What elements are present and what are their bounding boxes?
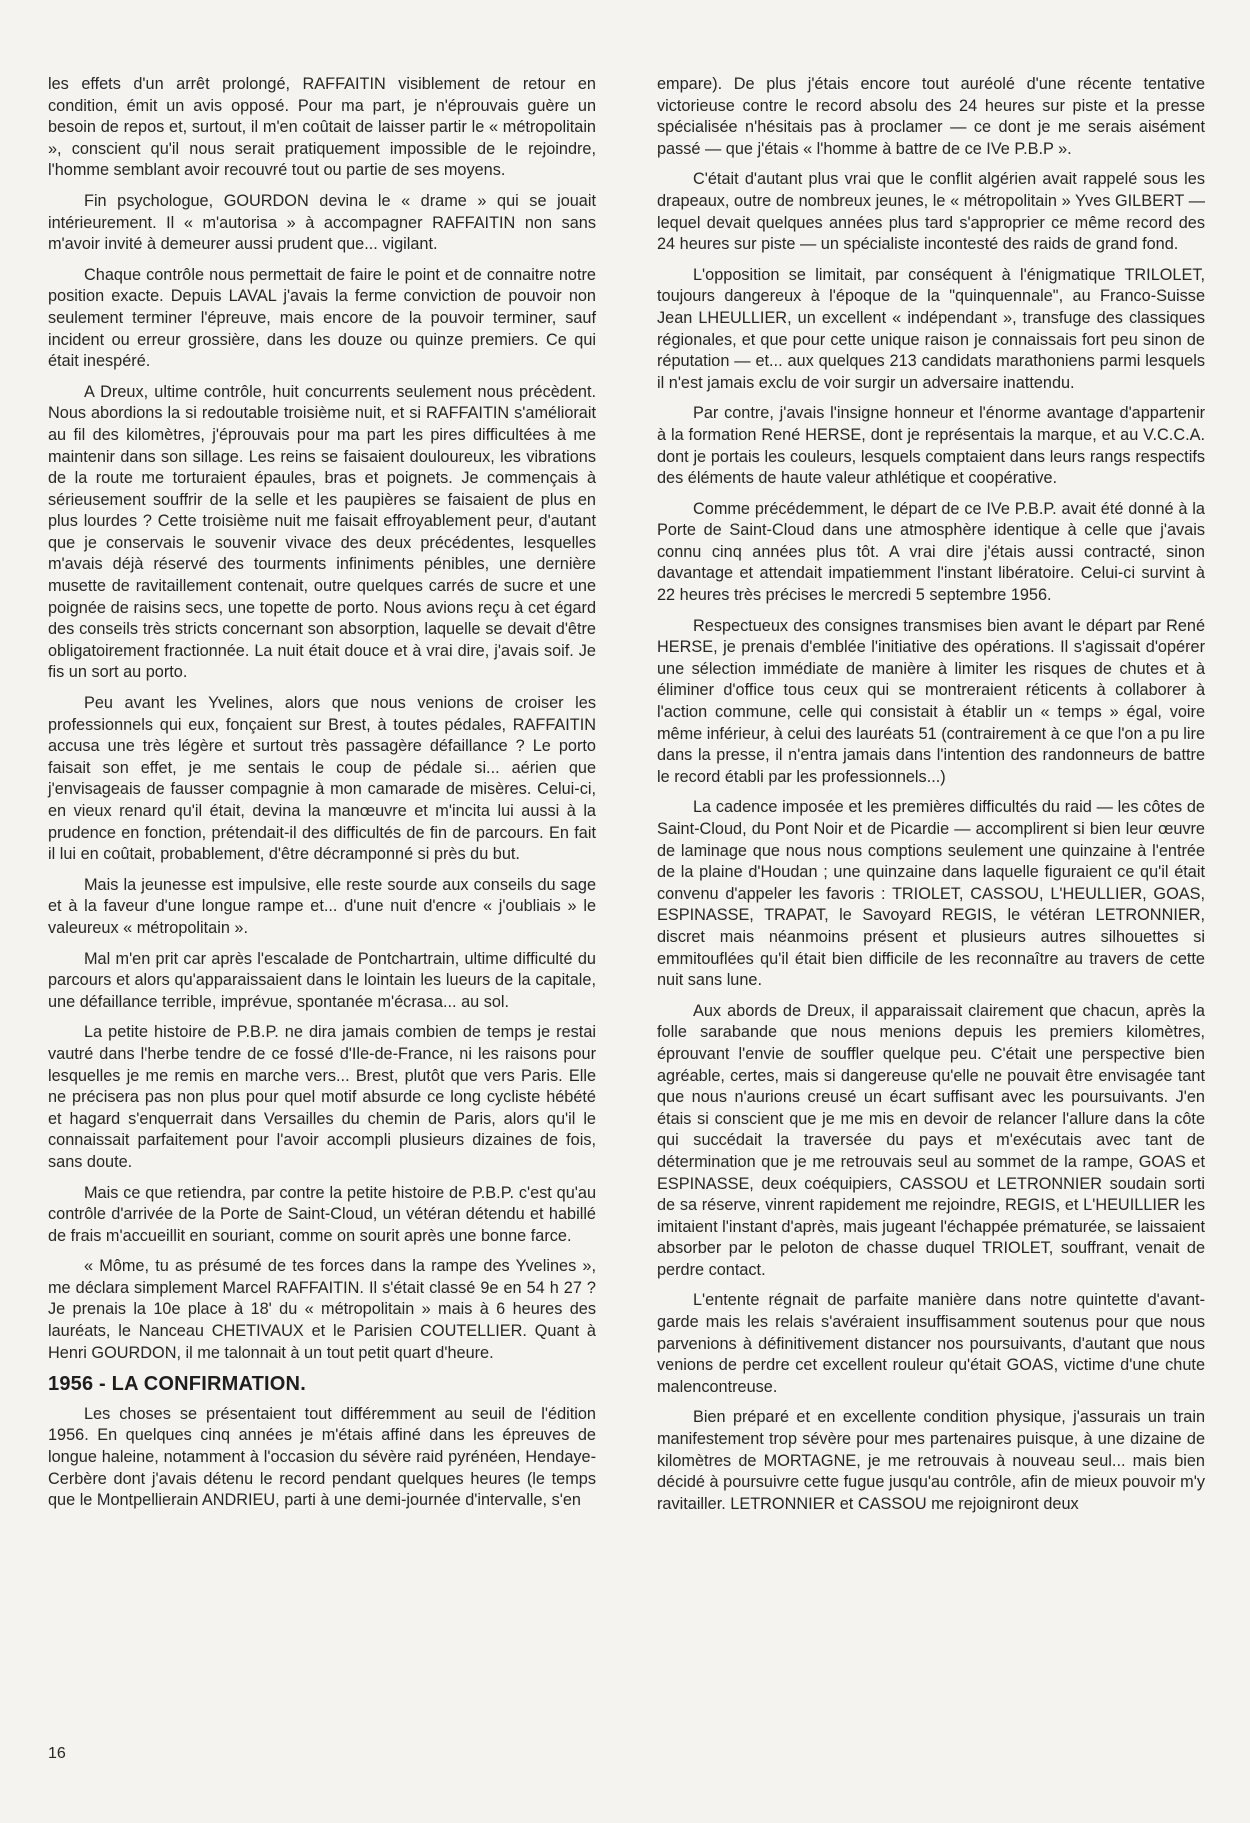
paragraph: La cadence imposée et les premières difficultés du raid — les côtes de Saint-Cloud, du Pont Noir et de Picardie — accomplirent si bien leur œuvre de laminage que nous nous comptions seulement une quinzaine à l'entrée de la plaine d'Houdan ; une quinzaine dans laquelle figuraient ce qu'il était convenu d'appeler les favoris : TRIOLET, CASSOU, L'HEULLIER, GOAS, ESPINASSE, TRAPAT, le Savoyard REGIS, le vétéran LETRONNIER, discret mais néanmoins présent et plusieurs autres silhouettes si emmitouflées qu'il était bien difficile de les reconnaître au travers de cette nuit sans lune. xyxy=(657,798,1205,990)
paragraph: A Dreux, ultime contrôle, huit concurrents seulement nous précèdent. Nous abordions la si redoutable troisième nuit, et si RAFFAITIN s'améliorait au fil des kilomètres, j'éprouvais pour ma part les pires difficultées à me maintenir dans son sillage. Les reins se faisaient douloureux, les vibrations de la route me torturaient épaules, bras et poignets. Je commençais à sérieusement souffrir de la selle et les paupières se faisaient de plus en plus lourdes ? Cette troisième nuit me faisait effroyablement peur, d'autant que je conservais le souvenir vivace des deux précédentes, lesquelles m'avais déjà réservé des tourments infiniments pénibles, une dernière musette de ravitaillement contenait, outre quelques carrés de sucre et une poignée de raisins secs, une topette de porto. Nous avions reçu à cet égard des conseils très stricts concernant son absorption, laquelle se devait d'être obligatoirement fractionnée. La nuit était douce et à vrai dire, j'avais soif. Je fis un sort au porto. xyxy=(48,382,596,682)
paragraph: Mais la jeunesse est impulsive, elle reste sourde aux conseils du sage et à la faveur d'une longue rampe et... d'une nuit d'encre « j'oubliais » le valeureux « métropolitain ». xyxy=(48,875,596,937)
paragraph: les effets d'un arrêt prolongé, RAFFAITIN visiblement de retour en condition, émit un avis opposé. Pour ma part, je n'éprouvais guère un besoin de repos et, surtout, il m'en coûtait de laisser partir le « métropolitain », conscient qu'il nous serait pratiquement impossible de le rejoindre, l'homme semblant avoir recouvré tout ou partie de ses moyens. xyxy=(48,75,596,180)
left-column xyxy=(48,74,596,1521)
right-column xyxy=(657,74,1205,1524)
paragraph: Peu avant les Yvelines, alors que nous venions de croiser les professionnels qui eux, fonçaient sur Brest, à toutes pédales, RAFFAITIN accusa une très légère et surtout très passagère défaillance ? Le porto faisait son effet, je me sentais le coup de pédale si... aérien que j'envisageais de fausser compagnie à mon camarade de misères. Celui-ci, en vieux renard qu'il était, devina la manœuvre et m'incita lui aussi à la prudence en fonction, prétendait-il des difficultés de fin de parcours. En fait il lui en coûtait, probablement, d'être décramponné si près du but. xyxy=(48,694,596,864)
paragraph: Fin psychologue, GOURDON devina le « drame » qui se jouait intérieurement. Il « m'autorisa » à accompagner RAFFAITIN non sans m'avoir invité à demeurer aussi prudent que... vigilant. xyxy=(48,191,596,254)
paragraph: La petite histoire de P.B.P. ne dira jamais combien de temps je restai vautré dans l'herbe tendre de ce fossé d'Ile-de-France, ni les raisons pour lesquelles je me remis en marche vers... Brest, plutôt que vers Paris. Elle ne précisera pas non plus pour quel motif absurde ce long cycliste hébété et hagard s'enquerrait dans Versailles du chemin de Paris, alors qu'il le connaissait parfaitement pour l'avoir accompli plusieurs dizaines de fois, sans doute. xyxy=(48,1023,596,1171)
paragraph: empare). De plus j'étais encore tout auréolé d'une récente tentative victorieuse contre le record absolu des 24 heures sur piste et la presse spécialisée n'hésitais pas à proclamer — ce dont je me serais aisément passé — que j'étais « l'homme à battre de ce IVe P.B.P ». xyxy=(657,75,1205,158)
paragraph: Chaque contrôle nous permettait de faire le point et de connaitre notre position exacte. Depuis LAVAL j'avais la ferme conviction de pouvoir non seulement terminer l'épreuve, mais encore de la pouvoir terminer, sauf incident ou erreur grossière, dans les douze ou quinze premiers. Ce qui était inespéré. xyxy=(48,265,596,371)
paragraph: L'entente régnait de parfaite manière dans notre quintette d'avant-garde mais les relais s'avéraient insuffisamment soutenus pour que nous parvenions à définitivement distancer nos poursuivants, d'autant que nous venions de perdre cet excellent rouleur qu'était GOAS, victime d'une chute malencontreuse. xyxy=(657,1291,1205,1396)
page-number: 16 xyxy=(48,1745,66,1762)
paragraph: Bien préparé et en excellente condition physique, j'assurais un train manifestement trop sévère pour mes partenaires puisque, à une dizaine de kilomètres de MORTAGNE, je me retrouvais à nouveau seul... mais bien décidé à poursuivre cette fugue jusqu'au contrôle, afin de mieux pouvoir m'y ravitailler. LETRONNIER et CASSOU me rejoigniront deux xyxy=(657,1408,1205,1513)
paragraph: Respectueux des consignes transmises bien avant le départ par René HERSE, je prenais d'emblée l'initiative des opérations. Il s'agissait d'opérer une sélection immédiate de manière à limiter les risques de chutes et à éliminer d'office tous ceux qui se montreraient réticents à collaborer à l'action commune, celle qui consistait à établir un « temps » égal, voire même inférieur, à celui des lauréats 51 (contrairement à ce que l'on a pu lire dans la presse, il n'entra jamais dans l'intention des randonneurs de battre le record établi par les professionnels...) xyxy=(657,616,1205,786)
section-heading: 1956 - LA CONFIRMATION. xyxy=(48,1373,306,1396)
paragraph: « Môme, tu as présumé de tes forces dans la rampe des Yvelines », me déclara simplement Marcel RAFFAITIN. Il s'était classé 9e en 54 h 27 ? Je prenais la 10e place à 18' du « métropolitain » mais à 6 heures des lauréats, le Nanceau CHETIVAUX et le Parisien COUTELLIER. Quant à Henri GOURDON, il me talonnait à un tout petit quart d'heure. xyxy=(48,1257,596,1362)
paragraph: Aux abords de Dreux, il apparaissait clairement que chacun, après la folle sarabande que nous menions depuis les premiers kilomètres, éprouvant l'envie de souffler quelque peu. C'était une perspective bien agréable, certes, mais si dangereuse qu'elle ne pouvait être envisagée tant que nous n'aurions creusé un écart suffisant avec les poursuivants. J'en étais si conscient que je me mis en devoir de relancer l'allure dans la côte qui succédait la traversée du pays et m'exécutais avec tant de détermination que je me retrouvais seul au sommet de la rampe, GOAS et ESPINASSE, deux coéquipiers, CASSOU et LETRONNIER soudain sorti de sa réserve, vinrent rapidement me rejoindre, REGIS, et L'HEUILLIER les imitaient l'instant d'après, mais jugeant l'échappée prématurée, se laissaient absorber par le peloton de chasse duquel TRIOLET, souffrant, venait de perdre contact. xyxy=(657,1001,1205,1279)
paragraph: Par contre, j'avais l'insigne honneur et l'énorme avantage d'appartenir à la formation René HERSE, dont je représentais la marque, et au V.C.C.A. dont je portais les couleurs, lesquels comptaient dans leurs rangs respectifs des éléments de haute valeur athlétique et coopérative. xyxy=(657,404,1205,488)
paragraph: C'était d'autant plus vrai que le conflit algérien avait rappelé sous les drapeaux, outre de nombreux jeunes, le « métropolitain » Yves GILBERT — lequel devait quelques années plus tard s'approprier ce même record des 24 heures sur piste — un spécialiste incontesté des raids de grand fond. xyxy=(657,170,1205,254)
paragraph: Comme précédemment, le départ de ce IVe P.B.P. avait été donné à la Porte de Saint-Cloud dans une atmosphère identique à celle que j'avais connu cinq années plus tôt. A vrai dire j'étais aussi contracté, sinon davantage et attendait impatiemment l'instant libératoire. Celui-ci survint à 22 heures très précises le mercredi 5 septembre 1956. xyxy=(657,499,1205,605)
paragraph: L'opposition se limitait, par conséquent à l'énigmatique TRILOLET, toujours dangereux à l'époque de la "quinquennale", au Franco-Suisse Jean LHEULLIER, un excellent « indépendant », transfuge des classiques régionales, et que pour cette unique raison je connaissais fort peu sinon de réputation — et... aux quelques 213 candidats marathoniens parmi lesquels il n'est jamais exclu de voir surgir un adversaire inattendu. xyxy=(657,265,1205,392)
paragraph: Mais ce que retiendra, par contre la petite histoire de P.B.P. c'est qu'au contrôle d'arrivée de la Porte de Saint-Cloud, un vétéran détendu et habillé de frais m'accueillit en souriant, comme on sourit après une bonne farce. xyxy=(48,1183,596,1245)
paragraph: Mal m'en prit car après l'escalade de Pontchartrain, ultime difficulté du parcours et alors qu'apparaissaient dans le lointain les lueurs de la capitale, une défaillance terrible, imprévue, spontanée m'écrasa... au sol. xyxy=(48,949,596,1011)
paragraph: Les choses se présentaient tout différemment au seuil de l'édition 1956. En quelques cinq années je m'étais affiné dans les épreuves de longue haleine, notamment à l'occasion du sévère raid pyrénéen, Hendaye-Cerbère dont j'avais détenu le record pendant quelques heures (le temps que le Montpellierain ANDRIEU, parti à une demi-journée d'intervalle, s'en xyxy=(48,1404,596,1510)
